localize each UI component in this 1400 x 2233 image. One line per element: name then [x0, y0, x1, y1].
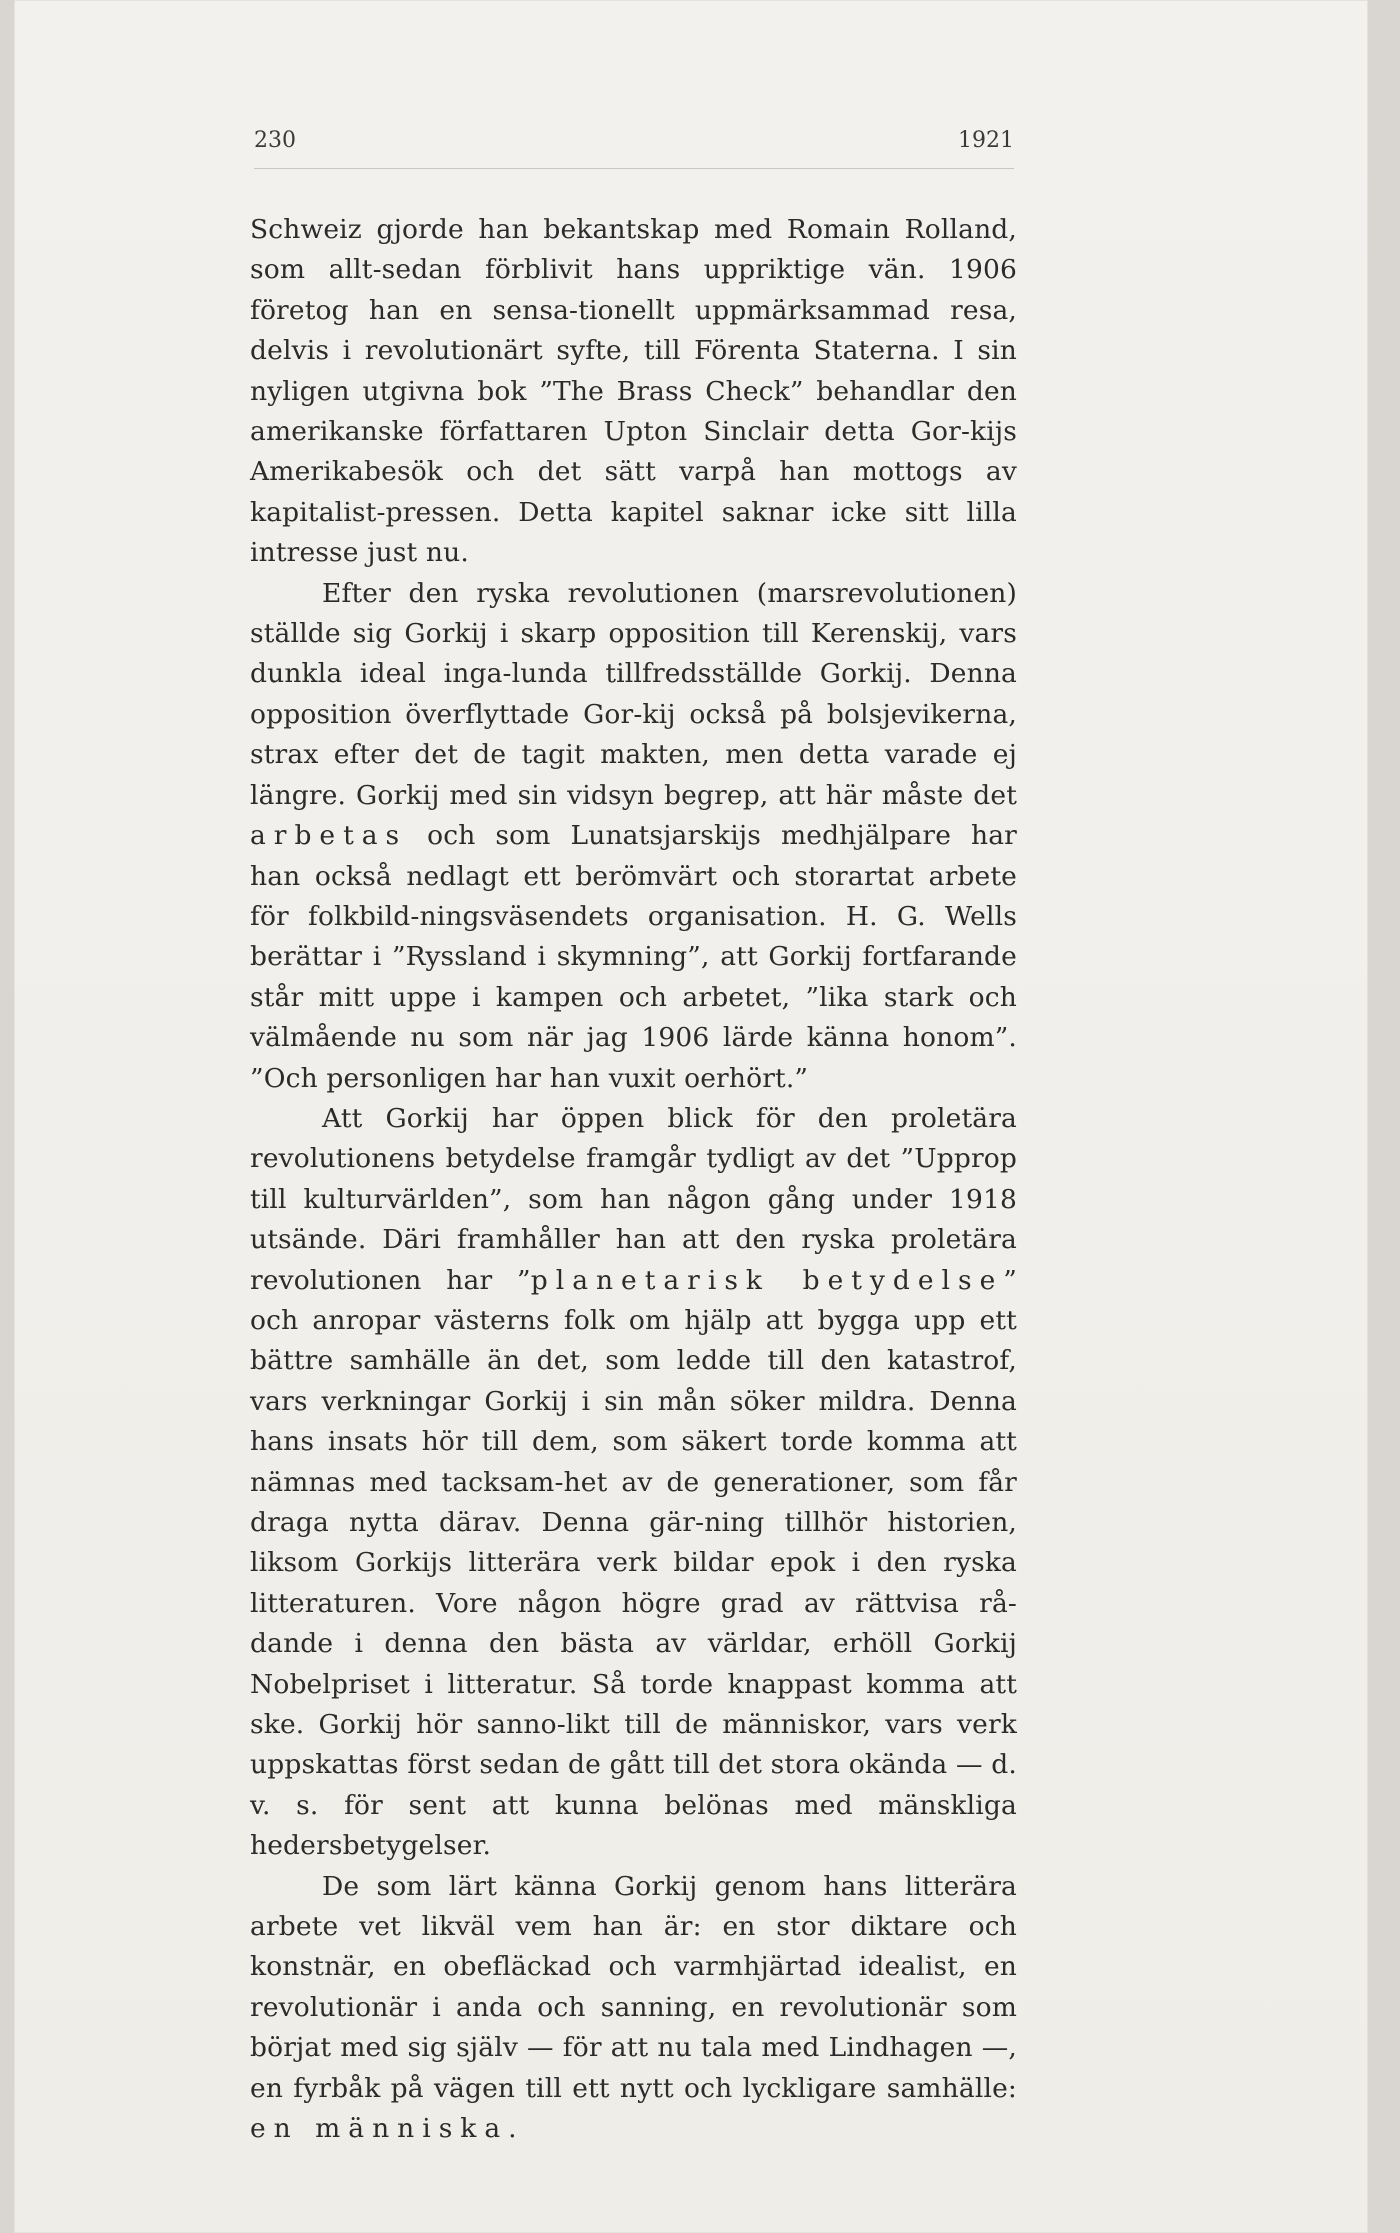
running-header — [254, 128, 1014, 168]
header-year: 1921 — [958, 128, 1014, 153]
paragraph-3 — [250, 1099, 1017, 1867]
spaced-emphasis: planetarisk betydelse — [530, 1264, 1004, 1296]
text-run: . — [508, 2113, 517, 2145]
spaced-emphasis: arbetas — [250, 820, 408, 852]
body-text — [250, 210, 1017, 2150]
paragraph-2 — [250, 574, 1017, 1099]
text-run: De som lärt känna Gorkij genom hans litterära arbete vet likväl vem han är: en stor diktare och konstnär, en obefläckad och varmhjärtad idealist, en revolutionär i anda och sanning, en revolutionär som börjat med sig själv — för att nu tala med Lindhagen —, en fyrbåk på vägen till ett nytt och lyckligare samhälle: — [250, 1870, 1017, 2104]
book-page — [14, 0, 1368, 2233]
page-number: 230 — [254, 128, 296, 153]
text-run: ” och anropar västerns folk om hjälp att bygga upp ett bättre samhälle än det, som ledde till den katastrof, vars verkningar Gorkij i sin mån söker mildra. Denna hans insats hör till dem, som säkert torde komma att nämnas med tacksam-het av de generationer, som får draga nytta därav. Denna gär-ning tillhör historien, liksom Gorkijs litterära verk bildar epok i den ryska litteraturen. Vore någon högre grad av rättvisa rå-dande i denna den bästa av världar, erhöll Gorkij Nobelpriset i litteratur. Så torde knappast komma att ske. Gorkij hör sanno-likt till de människor, vars verk uppskattas först sedan de gått till det stora okända — d. v. s. för sent att kunna belönas med mänskliga hedersbetygelser. — [250, 1264, 1017, 1862]
text-run: Schweiz gjorde han bekantskap med Romain Rolland, som allt-sedan förblivit hans uppriktige vän. 1906 företog han en sensa-tionellt uppmärksammad resa, delvis i revolutionärt syfte, till Förenta Staterna. I sin nyligen utgivna bok ”The Brass Check” behandlar den amerikanske författaren Upton Sinclair detta Gor-kijs Amerikabesök och det sätt varpå han mottogs av kapitalist-pressen. Detta kapitel saknar icke sitt lilla intresse just nu. — [250, 214, 1017, 569]
spaced-emphasis: en människa — [250, 2113, 509, 2145]
text-run: Att Gorkij har öppen blick för den proletära revolutionens betydelse framgår tydligt av det ”Upprop till kulturvärlden”, som han någon gång under 1918 utsände. Däri framhåller han att den ryska proletära revolutionen har ” — [250, 1102, 1017, 1296]
paragraph-4 — [250, 1867, 1017, 2150]
paragraph-1 — [250, 210, 1017, 574]
text-run: och som Lunatsjarskijs medhjälpare har han också nedlagt ett berömvärt och storartat arbete för folkbild-ningsväsendets organisation. H. G. Wells berättar i ”Ryssland i skymning”, att Gorkij fortfarande står mitt uppe i kampen och arbetet, ”lika stark och välmående nu som när jag 1906 lärde känna honom”. ”Och personligen har han vuxit oerhört.” — [250, 820, 1017, 1094]
header-rule — [254, 168, 1014, 169]
text-run: Efter den ryska revolutionen (marsrevolutionen) ställde sig Gorkij i skarp opposition till Kerenskij, vars dunkla ideal inga-lunda tillfredsställde Gorkij. Denna opposition överflyttade Gor-kij också på bolsjevikerna, strax efter det de tagit makten, men detta varade ej längre. Gorkij med sin vidsyn begrep, att här måste det — [250, 577, 1017, 811]
